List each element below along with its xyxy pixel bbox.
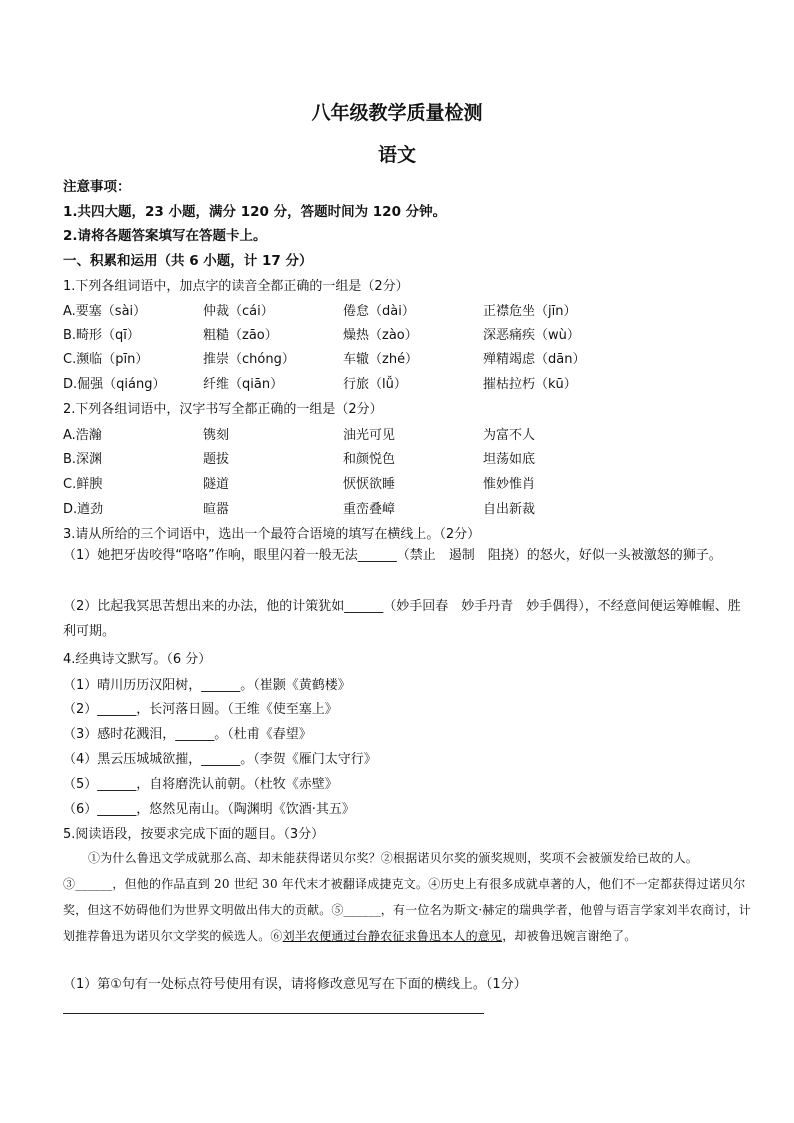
q2-cell: 坦荡如底 — [483, 452, 536, 467]
q1-cell: 倦怠（dài） — [343, 304, 415, 319]
notes-heading: 注意事项： — [63, 179, 131, 195]
q3-item-2: （2）比起我冥思苦想出来的办法，他的计策犹如______（妙手回春 妙手丹青 妙手偶得），不经意间便运筹帷幄、胜利可期。 — [63, 599, 741, 639]
q1-cell: 粗糙（zāo） — [203, 328, 278, 343]
q1-cell: D.倔强（qiáng） — [63, 377, 166, 392]
q1-cell: 燥热（zào） — [343, 328, 418, 343]
q2-option-row — [63, 498, 743, 516]
question-3-stem: 3.请从所给的三个词语中，选出一个最符合语境的填写在横线上。（2分） — [63, 527, 481, 542]
q4-line: （3）感时花溅泪，______。（杜甫《春望》 — [63, 727, 312, 742]
q2-cell: 镌刻 — [203, 428, 230, 443]
q2-option-row — [63, 424, 743, 442]
q1-cell: 正襟危坐（jīn） — [483, 304, 577, 319]
q3-item-1: （1）她把牙齿咬得“咯咯”作响，眼里闪着一般无法______（禁止 遏制 阻挠）的怒火，好似一头被激怒的狮子。 — [63, 548, 722, 563]
q1-cell: C.濒临（pīn） — [63, 352, 149, 367]
q2-cell: 自出新裁 — [483, 502, 536, 517]
section-heading: 一、积累和运用（共 6 小题，计 17 分） — [63, 253, 313, 269]
answer-line[interactable] — [63, 1013, 484, 1014]
q4-line: （2）______，长河落日圆。（王维《使至塞上》 — [63, 702, 338, 717]
q1-cell: 行旅（lǚ） — [343, 377, 407, 392]
question-1-stem: 1.下列各组词语中，加点字的读音全都正确的一组是（2分） — [63, 279, 409, 294]
q2-cell: 和颜悦色 — [343, 452, 396, 467]
q1-cell: 仲裁（cái） — [203, 304, 274, 319]
q2-cell: 为富不人 — [483, 428, 536, 443]
note-item: 1.共四大题，23 小题，满分 120 分，答题时间为 120 分钟。 — [63, 204, 447, 220]
passage-text-end: ，却被鲁迅婉言谢绝了。 — [502, 929, 637, 943]
q4-line: （1）晴川历历汉阳树，______。（崔颢《黄鹤楼》 — [63, 678, 351, 693]
passage-underlined-sentence: 刘半农便通过台静农征求鲁迅本人的意见 — [282, 929, 503, 943]
q1-option-row — [63, 373, 743, 391]
question-2-stem: 2.下列各组词语中，汉字书写全都正确的一组是（2分） — [63, 402, 383, 417]
q1-option-row — [63, 324, 743, 342]
q4-line: （6）______，悠然见南山。（陶渊明《饮酒·其五》 — [63, 802, 355, 817]
subject-title: 语文 — [377, 144, 416, 166]
question-5-stem: 5.阅读语段，按要求完成下面的题目。（3分） — [63, 827, 325, 842]
q2-cell: 暄嚣 — [203, 502, 230, 517]
reading-passage — [63, 845, 753, 949]
page-title: 八年级教学质量检测 — [311, 102, 483, 124]
q1-cell: 纤维（qiān） — [203, 377, 284, 392]
q2-cell: A.浩瀚 — [63, 428, 102, 443]
q4-line: （4）黑云压城城欲摧，______。（李贺《雁门太守行》 — [63, 752, 377, 767]
q4-line: （5）______，自将磨洗认前朝。（杜牧《赤壁》 — [63, 777, 338, 792]
q2-cell: 重峦叠嶂 — [343, 502, 396, 517]
q2-cell: B.深渊 — [63, 452, 103, 467]
q1-cell: 推崇（chóng） — [203, 352, 295, 367]
q1-cell: A.要塞（sài） — [63, 304, 147, 319]
q1-option-row — [63, 348, 743, 366]
q1-cell: 深恶痛疾（wù） — [483, 328, 580, 343]
q5-sub-question-1: （1）第①句有一处标点符号使用有误，请将修改意见写在下面的横线上。（1分） — [63, 977, 527, 992]
q2-option-row — [63, 473, 743, 491]
q1-cell: 车辙（zhé） — [343, 352, 419, 367]
q2-option-row — [63, 448, 743, 466]
q2-cell: D.遒劲 — [63, 502, 104, 517]
q2-cell: 惟妙惟肖 — [483, 477, 536, 492]
q1-cell: 殚精竭虑（dān） — [483, 352, 586, 367]
q2-cell: 隧道 — [203, 477, 230, 492]
q2-cell: 油光可见 — [343, 428, 396, 443]
q2-cell: 恹恹欲睡 — [343, 477, 396, 492]
q1-cell: 摧枯拉朽（kū） — [483, 377, 577, 392]
q2-cell: 题拔 — [203, 452, 230, 467]
q1-option-row — [63, 300, 743, 318]
question-4-stem: 4.经典诗文默写。（6 分） — [63, 652, 212, 667]
note-item: 2.请将各题答案填写在答题卡上。 — [63, 228, 267, 244]
q2-cell: C.鲜腴 — [63, 477, 103, 492]
passage-text: ①为什么鲁迅文学成就那么高、却未能获得诺贝尔奖？②根据诺贝尔奖的颁奖规则，奖项不会被颁发给已故的人。③______，但他的作品直到 20 世纪 30 年代末才被翻译成捷克文。④历史上有很多成就卓著的人，他们不一定都获得过诺贝尔奖，但这不妨碍他们为世界文明做出伟大的贡献。⑤______，有一位名为斯文·赫定的瑞典学者，他曾与语言学家刘半农商讨，计划推荐鲁迅为诺贝尔文学奖的候选人。⑥ — [63, 851, 751, 943]
q1-cell: B.畸形（qī） — [63, 328, 140, 343]
